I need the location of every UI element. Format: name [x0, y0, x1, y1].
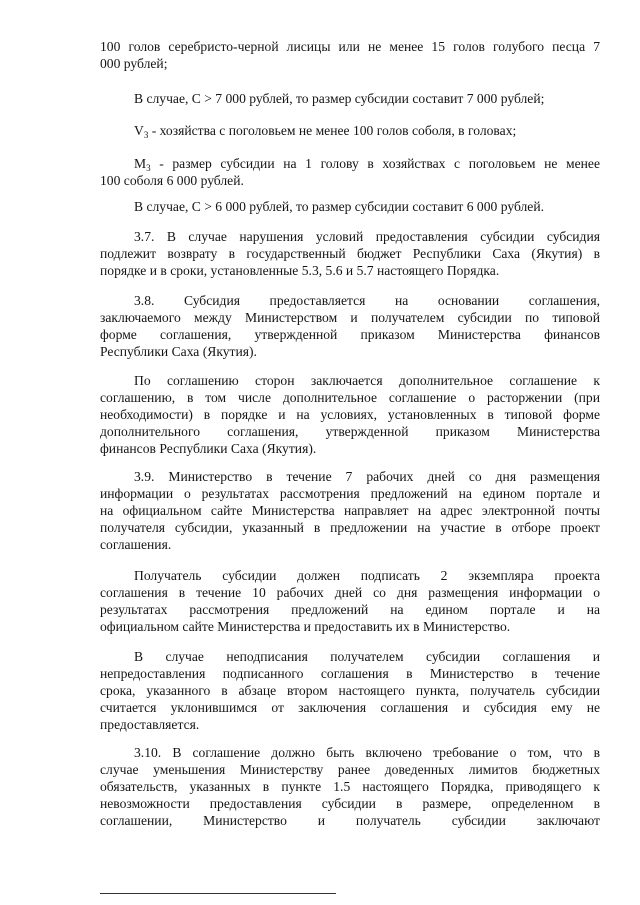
text-line: необходимости) в порядке и на условиях, установленных в типовой форме: [100, 407, 600, 422]
text-line: дополнительного соглашения, утвержденной приказом Министерства: [100, 424, 600, 439]
paragraph-m3-definition: [100, 155, 600, 189]
symbol-subscript: 3: [146, 163, 151, 173]
text-line: 000 рублей;: [100, 56, 168, 71]
paragraph-v3-definition: [134, 122, 516, 139]
paragraph-condition-7000: В случае, С > 7 000 рублей, то размер субсидии составит 7 000 рублей;: [134, 91, 545, 106]
symbol-v: V: [134, 123, 144, 138]
text-line: 100 соболя 6 000 рублей.: [100, 173, 244, 188]
text-line: обязательств, указанных в пункте 1.5 настоящего Порядка, приводящего к: [100, 779, 600, 794]
symbol-subscript: 3: [143, 130, 149, 140]
text-line: предоставляется.: [100, 717, 200, 732]
text-line: невозможности предоставления субсидии в размере, определенном в: [100, 796, 600, 811]
text-line: заключаемого между Министерством и получателем субсидии по типовой: [100, 310, 600, 325]
text-fragment: - хозяйства с поголовьем не менее 100 голов соболя, в головах;: [148, 123, 517, 138]
text-line: результатах рассмотрения предложений на едином портале и на: [100, 602, 600, 617]
paragraph-additional-agreement: [100, 372, 600, 457]
text-line: порядке и в сроки, установленные 5.3, 5.6 и 5.7 настоящего Порядка.: [100, 263, 500, 278]
text-line: подлежит возврату в государственный бюджет Республики Саха (Якутия) в: [100, 246, 600, 261]
paragraph-3-10: [100, 744, 600, 829]
paragraph-non-signing: [100, 648, 600, 733]
text-line: соглашения в течение 10 рабочих дней со дня размещения информации о: [100, 585, 600, 600]
text-line: Республики Саха (Якутия).: [100, 344, 257, 359]
text-line: В случае неподписания получателем субсидии соглашения и: [134, 649, 600, 664]
text-line: считается уклонившимся от заключения соглашения и субсидия ему не: [100, 700, 600, 715]
text-line: на официальном сайте Министерства направляет на адрес электронной почты: [100, 503, 600, 518]
text-line: 3.10. В соглашение должно быть включено требование о том, что в: [134, 745, 600, 760]
text-fragment: - размер субсидии на 1 голову в хозяйствах с поголовьем не менее: [150, 156, 600, 171]
footnote-separator: [100, 893, 336, 894]
text-line: Получатель субсидии должен подписать 2 экземпляра проекта: [134, 568, 600, 583]
paragraph-3-7: [100, 228, 600, 279]
paragraph-condition-6000: В случае, С > 6 000 рублей, то размер субсидии составит 6 000 рублей.: [134, 199, 545, 214]
text-line: 100 голов серебристо-черной лисицы или не менее 15 голов голубого песца 7: [100, 39, 600, 54]
paragraph-fur-animals: [100, 38, 600, 72]
text-line: информации о результатах рассмотрения предложений на едином портале и: [100, 486, 600, 501]
paragraph-3-9: [100, 468, 600, 553]
text-line: По соглашению сторон заключается дополнительное соглашение к: [134, 373, 600, 388]
text-line: форме соглашения, утвержденной приказом Министерства финансов: [100, 327, 600, 342]
text-line: [100, 155, 600, 172]
text-line: 3.8. Субсидия предоставляется на основании соглашения,: [134, 293, 600, 308]
text-line: 3.9. Министерство в течение 7 рабочих дней со дня размещения: [134, 469, 600, 484]
symbol-m: M: [134, 156, 147, 171]
paragraph-3-8: [100, 292, 600, 360]
text-line: срока, указанного в абзаце втором настоящего пункта, получатель субсидии: [100, 683, 600, 698]
text-line: соглашении, Министерство и получатель субсидии заключают: [100, 813, 600, 828]
text-line: 3.7. В случае нарушения условий предоставления субсидии субсидия: [134, 229, 600, 244]
paragraph-recipient-sign: [100, 567, 600, 635]
text-line: соглашению, в том числе дополнительное соглашение о расторжении (при: [100, 390, 600, 405]
text-line: соглашения.: [100, 537, 172, 552]
text-line: получателя субсидии, указанный в предложении на участие в отборе проект: [100, 520, 600, 535]
text-line: случае уменьшения Министерству ранее доведенных лимитов бюджетных: [100, 762, 600, 777]
text-line: финансов Республики Саха (Якутия).: [100, 441, 317, 456]
text-line: непредоставления подписанного соглашения в Министерство в течение: [100, 666, 600, 681]
text-line: официальном сайте Министерства и предоставить их в Министерство.: [100, 619, 511, 634]
